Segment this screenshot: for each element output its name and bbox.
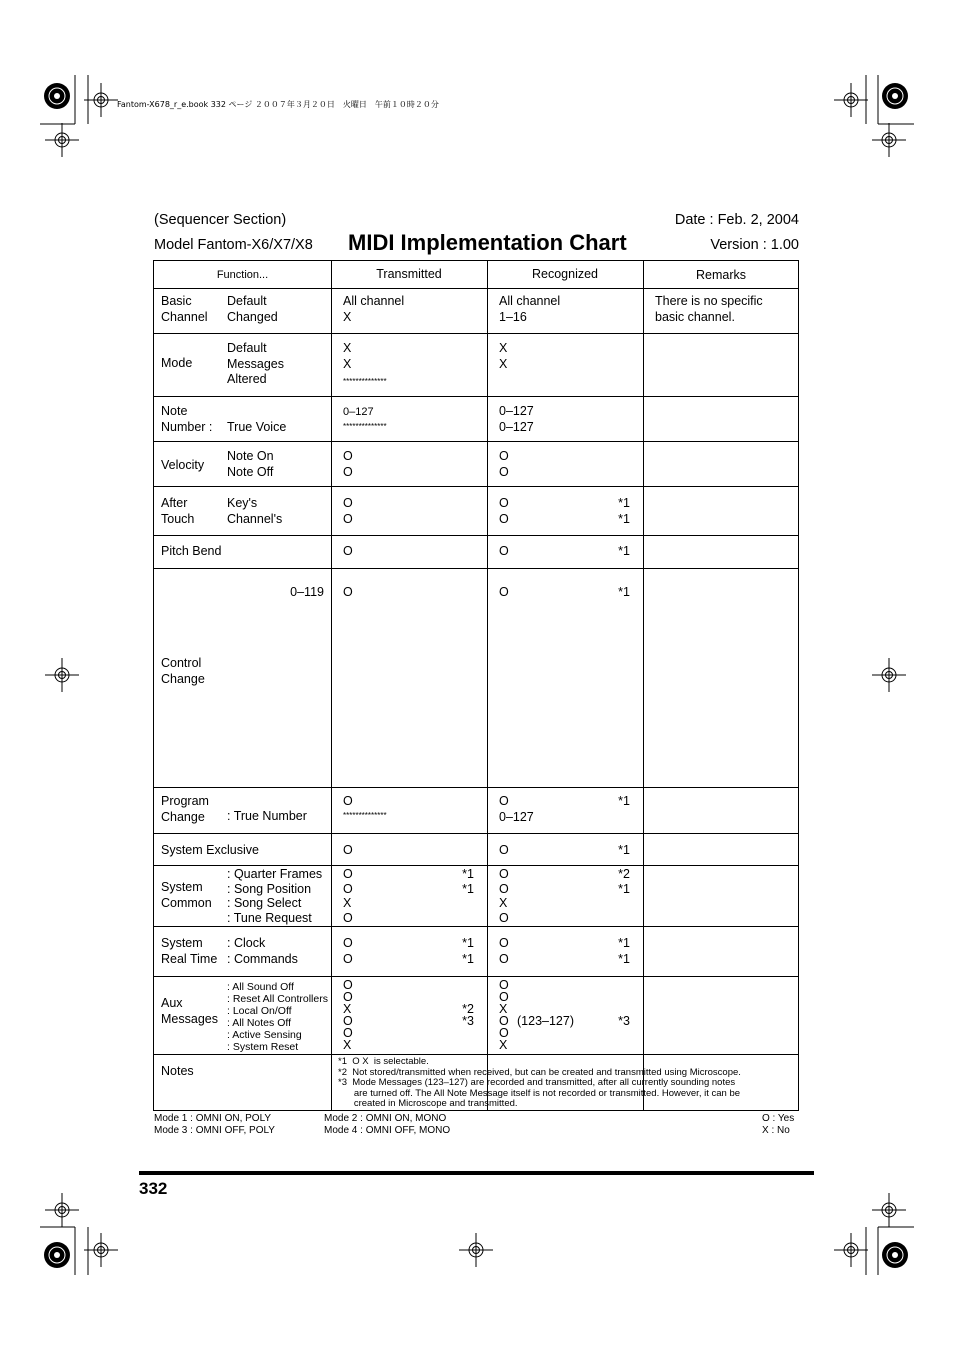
- page-number: 332: [139, 1179, 168, 1198]
- footer-legend-yes: O : Yes: [762, 1113, 795, 1124]
- tx-system-exclusive: O: [343, 843, 353, 857]
- row-sub-basic-channel: Default Changed: [227, 294, 278, 324]
- row-label-system-common: System Common: [161, 880, 212, 910]
- row-label-mode: Mode: [161, 356, 193, 370]
- tx-note-number: 0–127: [343, 406, 374, 418]
- tx-after-touch: O O: [343, 496, 353, 526]
- row-label-program-change: Program Change: [161, 794, 209, 824]
- row-label-notes: Notes: [161, 1064, 194, 1078]
- rx-system-exclusive-note: *1: [618, 843, 630, 857]
- rx-system-exclusive: O: [499, 843, 509, 857]
- print-header: Fantom-X678_r_e.book 332 ページ ２００７年３月２０日 火曜日 午前１０時２０分: [117, 100, 439, 109]
- row-sub-system-common: : Quarter Frames : Song Position : Song Select : Tune Request: [227, 867, 323, 925]
- footer-mode-2: Mode 2 : OMNI ON, MONO: [324, 1113, 447, 1124]
- tx-system-common-note: *1 *1: [462, 867, 474, 896]
- row-sub-system-real-time: : Clock : Commands: [227, 936, 298, 966]
- rx-system-real-time: O O: [499, 936, 509, 966]
- row-sub-mode: Default Messages Altered: [227, 341, 284, 386]
- tx-program-change-stars: **************: [343, 811, 387, 820]
- rx-system-common-note: *2 *1: [618, 867, 630, 896]
- rx-control-change-note: *1: [618, 585, 630, 599]
- row-label-control-change: Control Change: [161, 656, 205, 686]
- row-label-velocity: Velocity: [161, 458, 205, 472]
- rx-system-common: O O X O: [499, 867, 509, 925]
- notes-text: *1 O X is selectable. *2 Not stored/transmitted when received, but can be created and transmitted using Microscope. *3 Mode Messages (123–127) are recorded and transmitted, after all currently sounding notes are turned off. The All Note Message itself is not recorded or transmitted. However, it can be created in Microscope and transmitted.: [338, 1056, 741, 1109]
- row-label-system-exclusive: System Exclusive: [161, 843, 259, 857]
- model-label: Model Fantom-X6/X7/X8: [154, 237, 313, 253]
- footer-mode-4: Mode 4 : OMNI OFF, MONO: [324, 1125, 451, 1136]
- page-title: MIDI Implementation Chart: [348, 230, 627, 255]
- page-rule: [139, 1171, 814, 1175]
- row-sub-aux-messages: : All Sound Off : Reset All Controllers : Local On/Off : All Notes Off : Active Sensing : System Reset: [227, 981, 328, 1053]
- midi-implementation-table: [153, 260, 799, 1111]
- rx-pitch-bend: O: [499, 544, 509, 558]
- footer-mode-3: Mode 3 : OMNI OFF, POLY: [154, 1125, 275, 1136]
- row-label-pitch-bend: Pitch Bend: [161, 544, 222, 558]
- column-header-function: Function...: [216, 269, 269, 281]
- control-change-range: 0–119: [290, 585, 324, 599]
- rx-after-touch: O O: [499, 496, 509, 526]
- rx-aux-messages: O O X O O X: [499, 978, 509, 1052]
- footer-mode-1: Mode 1 : OMNI ON, POLY: [154, 1113, 272, 1124]
- tx-pitch-bend: O: [343, 544, 353, 558]
- tx-note-number-stars: **************: [343, 422, 387, 431]
- tx-mode-stars: **************: [343, 377, 387, 386]
- column-header-recognized: Recognized: [531, 267, 598, 281]
- rx-note-number: 0–127 0–127: [499, 404, 534, 434]
- row-label-system-real-time: System Real Time: [161, 936, 218, 966]
- tx-system-common: O O X O: [343, 867, 353, 925]
- row-sub-after-touch: Key's Channel's: [227, 496, 283, 526]
- tx-basic-channel: All channel X: [343, 294, 405, 324]
- section-label: (Sequencer Section): [154, 212, 287, 228]
- rx-velocity: O O: [499, 449, 509, 479]
- column-header-remarks: Remarks: [695, 268, 746, 282]
- rx-aux-messages-note: *3: [618, 1014, 630, 1028]
- tx-mode: X X: [343, 341, 352, 371]
- tx-system-real-time-note: *1 *1: [462, 936, 474, 966]
- rx-program-change: O 0–127: [499, 794, 534, 824]
- row-label-basic-channel: Basic Channel: [161, 294, 208, 324]
- rx-pitch-bend-note: *1: [618, 544, 630, 558]
- remarks-basic-channel: There is no specific basic channel.: [655, 294, 763, 324]
- tx-system-real-time: O O: [343, 936, 353, 966]
- tx-control-change: O: [343, 585, 353, 599]
- rx-aux-messages-range: (123–127): [517, 1014, 574, 1028]
- tx-program-change: O: [343, 794, 353, 808]
- date-label: Date : Feb. 2, 2004: [674, 212, 799, 228]
- row-sub-velocity: Note On Note Off: [227, 449, 274, 479]
- version-label: Version : 1.00: [710, 237, 799, 253]
- rx-basic-channel: All channel 1–16: [499, 294, 561, 324]
- rx-system-real-time-note: *1 *1: [618, 936, 630, 966]
- rx-after-touch-note: *1 *1: [618, 496, 630, 526]
- rx-control-change: O: [499, 585, 509, 599]
- tx-velocity: O O: [343, 449, 353, 479]
- row-label-after-touch: After Touch: [161, 496, 195, 526]
- row-sub-note-number: True Voice: [227, 420, 287, 434]
- column-header-transmitted: Transmitted: [376, 267, 442, 281]
- row-sub-program-change: : True Number: [227, 809, 307, 823]
- rx-mode: X X: [499, 341, 508, 371]
- row-label-aux-messages: Aux Messages: [161, 996, 218, 1026]
- tx-aux-messages-note: *2 *3: [462, 1002, 474, 1028]
- tx-aux-messages: O O X O O X: [343, 978, 353, 1052]
- row-label-note-number: Note Number :: [161, 404, 213, 434]
- footer-legend-no: X : No: [762, 1125, 790, 1136]
- rx-program-change-note: *1: [618, 794, 630, 808]
